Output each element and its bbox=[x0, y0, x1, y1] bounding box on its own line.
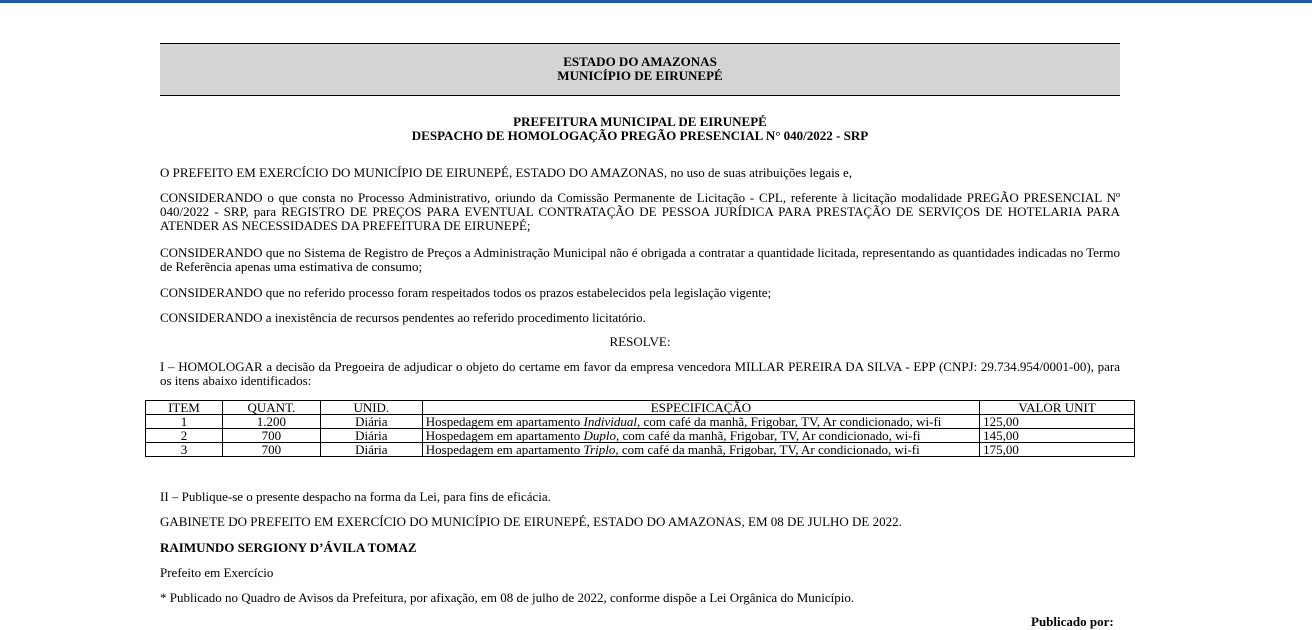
cell-especificacao bbox=[422, 429, 979, 443]
cell-especificacao bbox=[422, 443, 979, 457]
top-accent-bar bbox=[0, 0, 1312, 3]
cell-especificacao bbox=[422, 415, 979, 429]
header-quant: QUANT. bbox=[222, 401, 320, 415]
spec-type: Duplo, bbox=[583, 428, 620, 443]
considerando-1: CONSIDERANDO o que consta no Processo Administrativo, oriundo da Comissão Permanente de Licitação - CPL, referente à licitação modalidade PREGÃO PRESENCIAL Nº 040/2022 - SRP, para REGISTRO DE PREÇOS PARA EVENTUAL CONTRATAÇÃO DE PESSOA JURÍDICA PARA PRESTAÇÃO DE SERVIÇOS DE HOTELARIA PARA ATENDER AS NECESSIDADES DA PREFEITURA DE EIRUNEPÉ; bbox=[160, 190, 1120, 233]
signer-role: Prefeito em Exercício bbox=[160, 565, 274, 580]
header-item: ITEM bbox=[146, 401, 223, 415]
table-row bbox=[146, 415, 1135, 429]
table-row bbox=[146, 443, 1135, 457]
spec-text: com café da manhã, Frigobar, TV, Ar condicionado, wi-fi bbox=[619, 428, 921, 443]
header-especificacao: ESPECIFICAÇÃO bbox=[422, 401, 979, 415]
spec-type: Individual, bbox=[583, 414, 641, 429]
intro-paragraph: O PREFEITO EM EXERCÍCIO DO MUNICÍPIO DE EIRUNEPÉ, ESTADO DO AMAZONAS, no uso de suas atribuições legais e, bbox=[160, 165, 853, 180]
cell-valor: 175,00 bbox=[980, 443, 1135, 457]
cell-valor: 145,00 bbox=[980, 429, 1135, 443]
item-i-homologar: I – HOMOLOGAR a decisão da Pregoeira de adjudicar o objeto do certame em favor da empresa vencedora MILLAR PEREIRA DA SILVA - EPP (CNPJ: 29.734.954/0001-00), para os itens abaixo identificados: bbox=[160, 359, 1120, 388]
gabinete-line: GABINETE DO PREFEITO EM EXERCÍCIO DO MUNICÍPIO DE EIRUNEPÉ, ESTADO DO AMAZONAS, EM 08 DE JULHO DE 2022. bbox=[160, 514, 902, 529]
state-header-box bbox=[160, 43, 1120, 96]
cell-unid: Diária bbox=[320, 415, 422, 429]
spec-text: Hospedagem em apartamento bbox=[425, 442, 584, 457]
header-valor-unit: VALOR UNIT bbox=[980, 401, 1135, 415]
header-municipality: MUNICÍPIO DE EIRUNEPÉ bbox=[557, 68, 723, 83]
cell-unid: Diária bbox=[320, 443, 422, 457]
document-title bbox=[160, 115, 1120, 143]
resolve-heading: RESOLVE: bbox=[609, 334, 671, 349]
publication-note: * Publicado no Quadro de Avisos da Prefeitura, por afixação, em 08 de julho de 2022, conforme dispõe a Lei Orgânica do Município. bbox=[160, 590, 855, 605]
spec-type: Triplo, bbox=[583, 442, 619, 457]
published-by-label: Publicado por: bbox=[1031, 614, 1114, 629]
considerando-3: CONSIDERANDO que no referido processo foram respeitados todos os prazos estabelecidos pela legislação vigente; bbox=[160, 285, 772, 300]
title-prefeitura: PREFEITURA MUNICIPAL DE EIRUNEPÉ bbox=[513, 114, 767, 129]
spec-text: Hospedagem em apartamento bbox=[425, 428, 584, 443]
considerando-4: CONSIDERANDO a inexistência de recursos pendentes ao referido procedimento licitatório. bbox=[160, 310, 646, 325]
cell-quant: 1.200 bbox=[222, 415, 320, 429]
header-state: ESTADO DO AMAZONAS bbox=[563, 54, 717, 69]
cell-item: 3 bbox=[146, 443, 223, 457]
item-ii-publique: II – Publique-se o presente despacho na forma da Lei, para fins de eficácia. bbox=[160, 489, 551, 504]
cell-valor: 125,00 bbox=[980, 415, 1135, 429]
title-despacho: DESPACHO DE HOMOLOGAÇÃO PREGÃO PRESENCIAL N° 040/2022 - SRP bbox=[411, 128, 869, 143]
signer-name: RAIMUNDO SERGIONY D’ÁVILA TOMAZ bbox=[160, 540, 417, 555]
spec-text: Hospedagem em apartamento bbox=[425, 414, 584, 429]
cell-item: 2 bbox=[146, 429, 223, 443]
table-header-row bbox=[146, 401, 1135, 415]
spec-text: com café da manhã, Frigobar, TV, Ar condicionado, wi-fi bbox=[618, 442, 920, 457]
table-row bbox=[146, 429, 1135, 443]
header-unid: UNID. bbox=[320, 401, 422, 415]
considerando-2: CONSIDERANDO que no Sistema de Registro de Preços a Administração Municipal não é obrigada a contratar a quantidade licitada, representando as quantidades indicadas no Termo de Referência apenas uma estimativa de consumo; bbox=[160, 245, 1120, 274]
spec-text: com café da manhã, Frigobar, TV, Ar condicionado, wi-fi bbox=[640, 414, 942, 429]
cell-item: 1 bbox=[146, 415, 223, 429]
cell-quant: 700 bbox=[222, 429, 320, 443]
items-table bbox=[145, 400, 1135, 457]
cell-unid: Diária bbox=[320, 429, 422, 443]
cell-quant: 700 bbox=[222, 443, 320, 457]
